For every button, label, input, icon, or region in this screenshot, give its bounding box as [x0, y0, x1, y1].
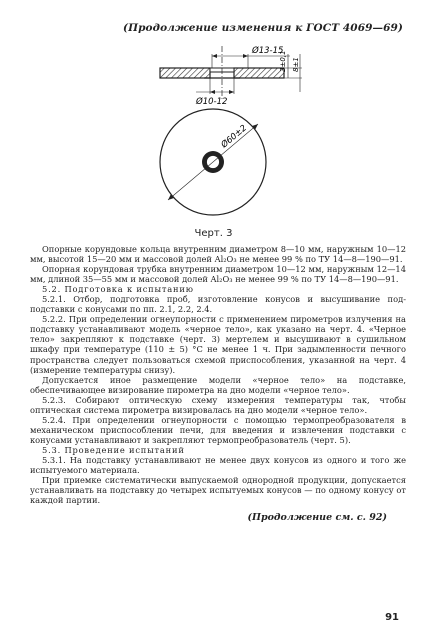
support-drawing — [0, 0, 427, 230]
section-heading: 5.3. Проведение испытаний — [42, 444, 185, 455]
page-number: 91 — [385, 612, 399, 623]
section-left-hatch — [160, 68, 210, 78]
paragraph: 5.2.2. При определении огнеупорности с применением пирометров излучения на подставку устанавливают модель «черное тело», как указано на черт. 4. «Черное тело» закрепляют к подставке (черт. 3) мертелем и высушивают в сушильном шкафу при температуре (110 ± 5) °С не менее 1 ч. При задымленности печного пространства следует пользоваться схемой приспособления, указанной на черт. 4 (измерение температуры снизу). — [30, 314, 406, 375]
paragraph: 5.2.3. Собирают оптическую схему измерения температуры так, чтобы оптическая система пирометра визировалась на дно модели «черное тело». — [30, 394, 406, 415]
paragraph: 5.3.1. На подставку устанавливают не менее двух конусов из одного и того же испытуемого материала. — [30, 454, 406, 476]
paragraph: 5.2.1. Отбор, подготовка проб, изготовление конусов и высушивание под-подставки с конусами по пп. 2.1, 2.2, 2.4. — [30, 294, 406, 315]
page-header: (Продолжение изменения к ГОСТ 4069—69) — [123, 22, 403, 34]
dim-height-total: 8±1 — [292, 57, 300, 72]
paragraph: Опорные корундовые кольца внутренним диаметром 8—10 мм, наружным 10—12 мм, высотой 15—20 мм и массовой долей Al₂O₃ не менее 99 % по ТУ 14—8—190—91. — [30, 244, 406, 265]
section-heading: 5.2. Подготовка к испытанию — [42, 284, 194, 295]
plan-view — [160, 109, 266, 215]
section-view — [160, 45, 302, 107]
paragraph: При приемке систематически выпускаемой однородной продукции, допускается устанавливать на подставку до четырех испытуемых конусов — по одному конусу от каждой партии. — [30, 475, 406, 506]
paragraph: Допускается иное размещение модели «черное тело» на подставке, обеспечивающее визирование пирометра на дно модели «черное тело». — [30, 374, 406, 395]
body-text — [30, 244, 406, 505]
figure-caption: Черт. 3 — [194, 228, 233, 239]
continuation-note: (Продолжение см. с. 92) — [247, 512, 387, 523]
section-right-hatch — [234, 68, 284, 78]
dim-outer-top: Ø13-15 — [252, 46, 284, 56]
dim-inner-bottom: Ø10-12 — [196, 97, 228, 107]
dim-disk: Ø60±2 — [219, 123, 249, 151]
paragraph: 5.2.4. При определении огнеупорности с помощью термопреобразователя в механическом приспособлении печи, для введения и извлечения подставки с конусами устанавливают и закрепляют термопреобразователь (черт. 5). — [30, 414, 406, 445]
paragraph: Опорная корундовая трубка внутренним диаметром 10—12 мм, наружным 12—14 мм, длиной 35—55 мм и массовой долей Al₂O₃ не менее 99 % по ТУ 14—8—190—91. — [30, 264, 406, 285]
dim-height-small: 3±0,1 — [279, 50, 287, 72]
